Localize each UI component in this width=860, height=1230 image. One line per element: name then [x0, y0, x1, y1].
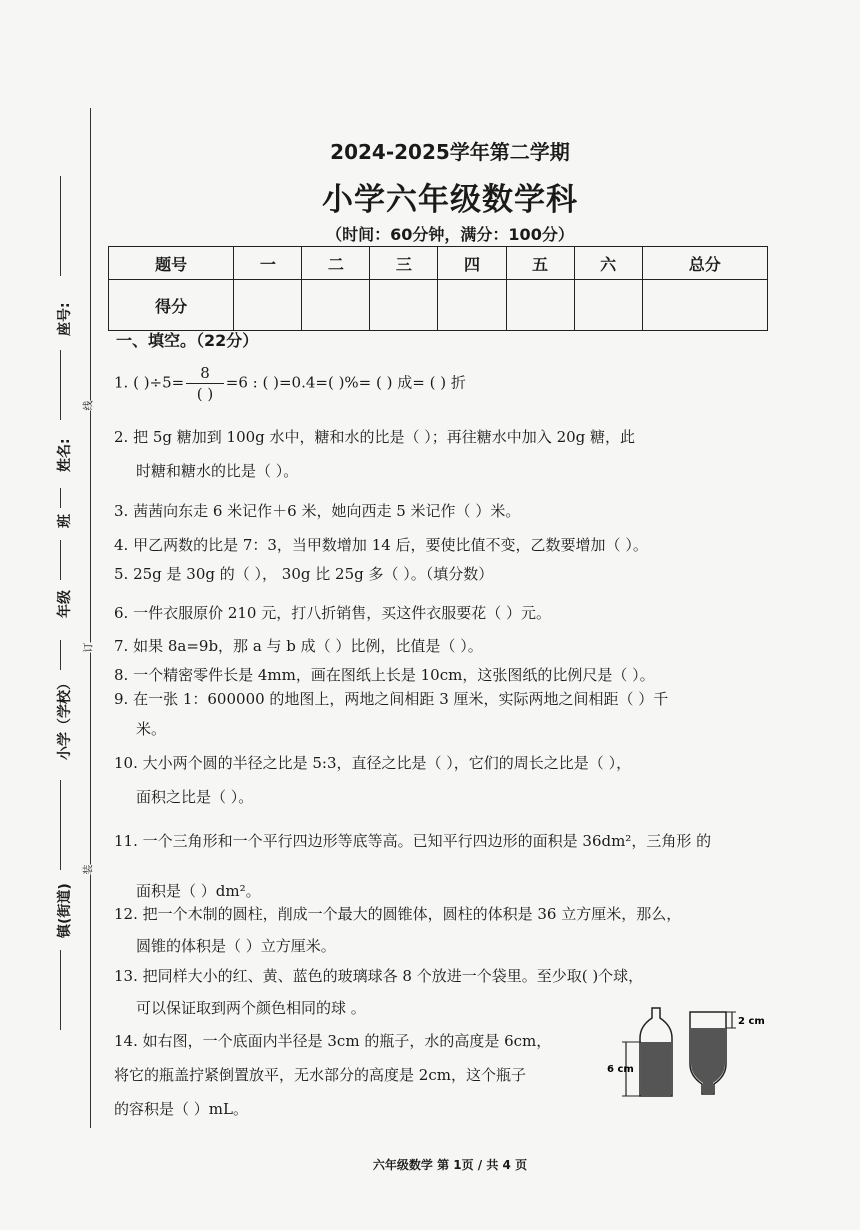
bottle-figure — [604, 1004, 774, 1104]
question-3: 3. 茜茜向东走 6 米记作＋6 米，她向西走 5 米记作（ ）米。 — [114, 502, 521, 520]
score-table — [108, 246, 768, 331]
score-cell — [234, 280, 302, 331]
grade-label: 年级 — [57, 590, 73, 618]
inverted-gap-label: 2 cm — [738, 1016, 765, 1027]
school-blank — [60, 640, 61, 670]
question-8: 8. 一个精密零件长是 4mm，画在图纸上长是 10cm，这张图纸的比例尺是（ ）。 — [114, 666, 655, 684]
upright-bottle — [607, 1008, 672, 1096]
class-blank — [60, 488, 61, 508]
score-cell — [438, 280, 506, 331]
mark-order: 订 — [80, 643, 95, 653]
score-cell — [574, 280, 642, 331]
score-header: 六 — [574, 247, 642, 280]
score-header: 一 — [234, 247, 302, 280]
question-13: 13. 把同样大小的红、黄、蓝色的玻璃球各 8 个放进一个袋里。至少取( )个球， 可以保证取到两个颜色相同的球 。 — [114, 967, 644, 1017]
question-6: 6. 一件衣服原价 210 元，打八折销售，买这件衣服要花（ ）元。 — [114, 604, 552, 622]
question-2: 2. 把 5g 糖加到 100g 水中，糖和水的比是（ ）；再往糖水中加入 20g 糖，此 时糖和糖水的比是（ ）。 — [114, 428, 636, 480]
score-cell — [642, 280, 767, 331]
school-label: 小学（学校） — [57, 676, 73, 760]
town-blank-lower — [60, 950, 61, 1030]
score-header: 总分 — [642, 247, 767, 280]
town-label: 镇(街道) — [57, 883, 73, 938]
score-header: 题号 — [109, 247, 234, 280]
question-12: 12. 把一个木制的圆柱，削成一个最大的圆锥体，圆柱的体积是 36 立方厘米，那么， 圆锥的体积是（ ）立方厘米。 — [114, 905, 682, 955]
score-header: 二 — [302, 247, 370, 280]
fraction: $\frac{8}{( )}$ — [186, 364, 224, 403]
score-header: 四 — [438, 247, 506, 280]
score-cell — [302, 280, 370, 331]
seat-label: 座号: — [57, 302, 73, 336]
question-11: 11. 一个三角形和一个平行四边形等底等高。已知平行四边形的面积是 36dm²，三角形 的 面积是（ ）dm²。 — [114, 832, 712, 900]
mark-bind: 装 — [80, 865, 95, 875]
score-row-label: 得分 — [109, 280, 234, 331]
question-5: 5. 25g 是 30g 的（ ）， 30g 比 25g 多（ ）。（填分数） — [114, 565, 494, 583]
score-header: 三 — [370, 247, 438, 280]
page-footer: 六年级数学 第 1页 / 共 4 页 — [372, 1158, 528, 1172]
question-7: 7. 如果 8a=9b，那 a 与 b 成（ ）比例，比值是（ ）。 — [114, 637, 483, 655]
upright-height-label: 6 cm — [607, 1064, 634, 1075]
inverted-bottle — [690, 1012, 765, 1094]
name-blank — [60, 350, 61, 420]
question-10: 10. 大小两个圆的半径之比是 5:3，直径之比是（ ），它们的周长之比是（ ）， 面积之比是（ ）。 — [114, 754, 632, 806]
name-label: 姓名: — [57, 438, 73, 472]
grade-blank — [60, 540, 61, 580]
mark-line: 线 — [80, 401, 95, 411]
score-cell — [370, 280, 438, 331]
score-header: 五 — [506, 247, 574, 280]
section-title: 一、填空。（22分） — [116, 331, 259, 350]
question-14: 14. 如右图，一个底面内半径是 3cm 的瓶子，水的高度是 6cm， 将它的瓶盖拧紧倒置放平，无水部分的高度是 2cm，这个瓶子 的容积是（ ）mL。 — [114, 1032, 552, 1118]
score-cell — [506, 280, 574, 331]
town-blank — [60, 780, 61, 870]
exam-subtitle: （时间：60分钟，满分：100分） — [326, 225, 574, 244]
term-heading: 2024-2025学年第二学期 — [330, 140, 570, 164]
binding-line — [90, 108, 91, 1128]
exam-title: 小学六年级数学科 — [322, 182, 578, 218]
question-1: 1. ( )÷5= $\frac{8}{( )}$ =6 : ( )=0.4=( )%= ( ) 成= ( ) 折 — [114, 364, 466, 403]
question-4: 4. 甲乙两数的比是 7：3，当甲数增加 14 后，要使比值不变，乙数要增加（ ）。 — [114, 536, 648, 554]
class-label: 班 — [57, 514, 73, 528]
question-9: 9. 在一张 1：600000 的地图上，两地之间相距 3 厘米，实际两地之间相距（ ）千 米。 — [114, 690, 669, 738]
